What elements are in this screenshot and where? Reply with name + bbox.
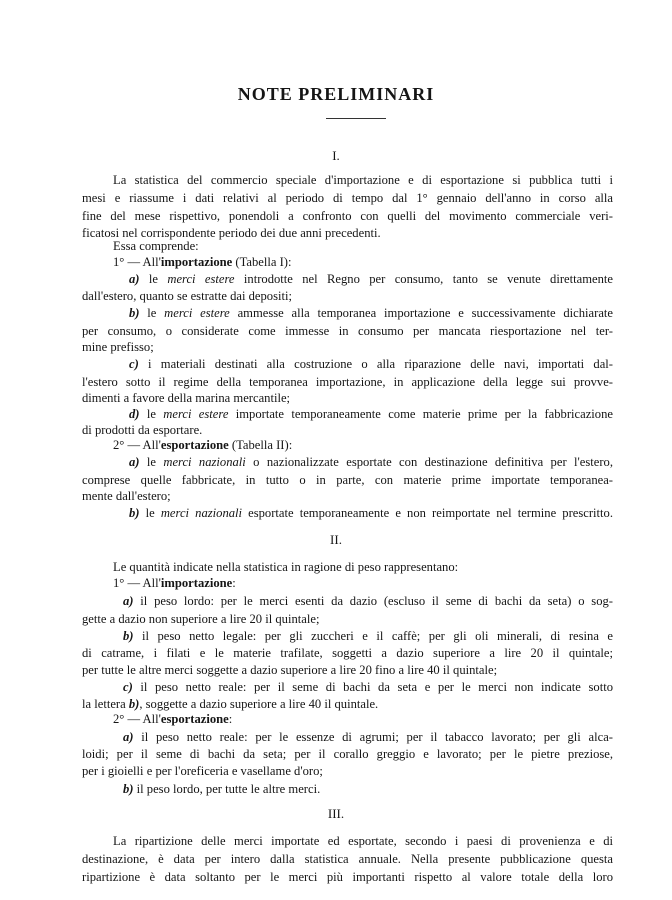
paragraph-line: gette a dazio non superiore a lire 20 il quintale; [82,612,320,626]
paragraph-line: mine prefisso; [82,340,154,354]
list-item: b) le merci nazionali esportate temporaneamente e non reimportate nel termine prescritto. [129,506,613,520]
list-item: b) il peso netto legale: per gli zuccheri e il caffè; per gli oli minerali, di resina e [123,629,613,643]
paragraph-line: dimenti a favore della marina mercantile; [82,391,291,405]
paragraph-line: di catrame, i filati e le materie trafilate, soggetti a dazio superiore a lire 20 il quintale; [82,646,613,660]
list-item: a) il peso lordo: per le merci esenti da dazio (escluso il seme di bachi da seta) o sog- [123,594,613,608]
subheading-esportazione: 2° — All'esportazione: [113,712,233,726]
paragraph-line: loidi; per il seme di bachi da seta; per il corallo greggio e lavorato; per le pietre preziose, [82,747,613,761]
paragraph-line: ripartizione è data soltanto per le merci più importanti rispetto al valore totale della loro [82,870,613,884]
list-item: c) i materiali destinati alla costruzione o alla riparazione delle navi, importati dal- [129,357,613,371]
list-item: b) le merci estere ammesse alla temporanea importazione e successivamente dichiarate [129,306,613,320]
paragraph-line: per tutte le altre merci soggette a dazio superiore a lire 20 fino a lire 40 il quintale; [82,663,498,677]
list-item: a) le merci estere introdotte nel Regno per consumo, tanto se venute direttamente [129,272,613,286]
paragraph-line: Essa comprende: [113,239,199,253]
paragraph-line: La statistica del commercio speciale d'importazione e di esportazione si pubblica tutti i [113,173,613,187]
paragraph-line: di prodotti da esportare. [82,423,203,437]
paragraph-line: mesi e riassume i dati relativi al periodo di tempo dal 1° gennaio dell'anno in corso alla [82,191,613,205]
subheading-esportazione: 2° — All'esportazione (Tabella II): [113,438,293,452]
paragraph-line: comprese quelle fabbricate, in tutto o in parte, con materie prime importate temporanea- [82,473,613,487]
list-item: a) le merci nazionali o nazionalizzate esportate con destinazione definitiva per l'estero, [129,455,613,469]
paragraph-line: l'estero sotto il regime della temporanea importazione, in applicazione della legge sui provve- [82,375,613,389]
list-item: a) il peso netto reale: per le essenze di agrumi; per il tabacco lavorato; per gli alca- [123,730,613,744]
subheading-importazione: 1° — All'importazione: [113,576,236,590]
section-heading-3: III. [327,806,345,821]
paragraph-line: fine del mese rispettivo, ponendoli a confronto con quelli del movimento commerciale veri- [82,209,613,223]
list-item: d) le merci estere importate temporaneamente come materie prime per la fabbricazione [129,407,613,421]
page-title: NOTE PRELIMINARI [237,84,435,104]
list-item: c) il peso netto reale: per il seme di bachi da seta e per le merci non indicate sotto [123,680,613,694]
paragraph-line: Le quantità indicate nella statistica in ragione di peso rappresentano: [113,560,459,574]
paragraph-line: per consumo, o considerate come immesse in consumo per mancata riesportazione nel ter- [82,324,613,338]
paragraph-line: la lettera b), soggette a dazio superiore a lire 40 il quintale. [82,697,379,711]
paragraph-line: dall'estero, quanto se estratte dai depositi; [82,289,293,303]
title-rule [326,118,386,119]
paragraph-line: mente dall'estero; [82,489,171,503]
section-heading-1: I. [332,148,340,163]
paragraph-line: destinazione, è data per intero dalla statistica annuale. Nella presente pubblicazione questa [82,852,613,866]
section-heading-2: II. [330,532,342,547]
paragraph-line: per i gioielli e per l'oreficeria e vasellame d'oro; [82,764,323,778]
subheading-importazione: 1° — All'importazione (Tabella I): [113,255,292,269]
paragraph-line: ficatosi nel corrispondente periodo dei due anni precedenti. [82,226,381,240]
list-item: b) il peso lordo, per tutte le altre merci. [123,782,321,796]
paragraph-line: La ripartizione delle merci importate ed esportate, secondo i paesi di provenienza e di [113,834,613,848]
